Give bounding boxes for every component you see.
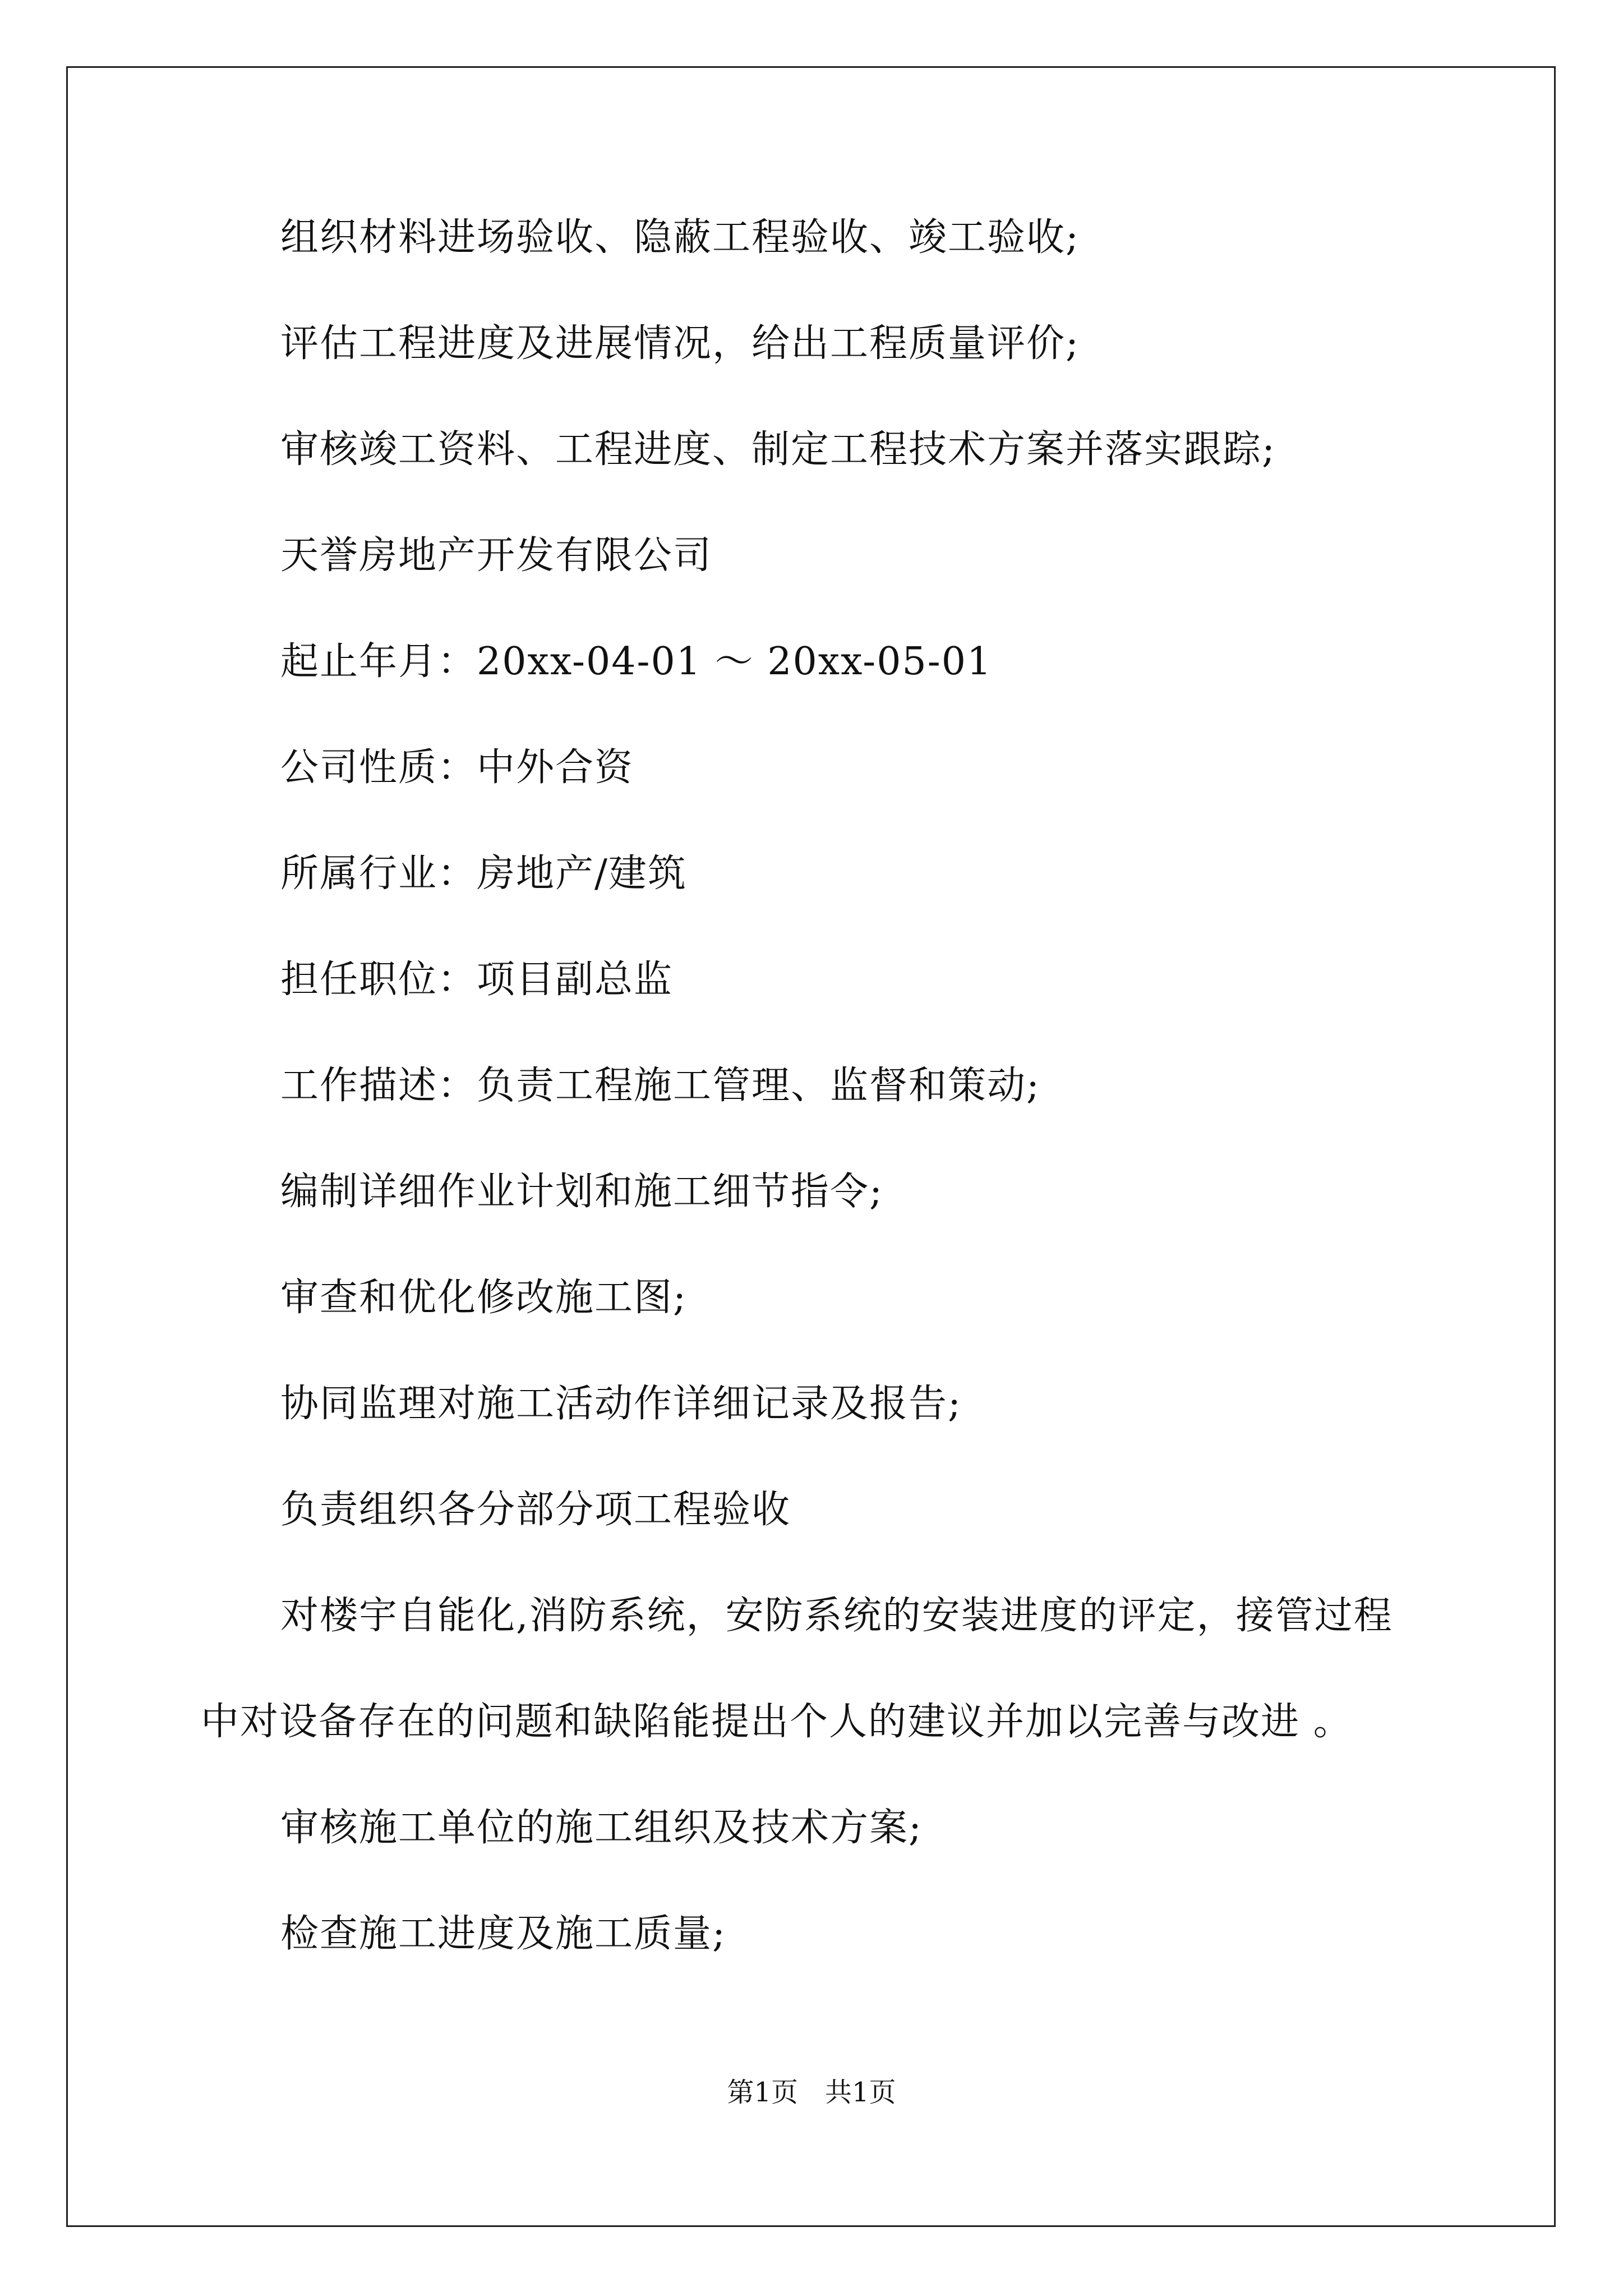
wrapped-paragraph-line-1: 对楼宇自能化,消防系统，安防系统的安装进度的评定，接管过程: [280, 1594, 1393, 1638]
company-name: 天誉房地产开发有限公司: [280, 533, 713, 578]
paragraph: 负责组织各分部分项工程验收: [280, 1488, 791, 1532]
paragraph: 审核施工单位的施工组织及技术方案;: [280, 1806, 923, 1850]
wrapped-paragraph: [201, 1594, 1435, 1744]
paragraph: 评估工程进度及进展情况，给出工程质量评价;: [280, 321, 1080, 366]
paragraph: 编制详细作业计划和施工细节指令;: [280, 1170, 883, 1214]
wrapped-paragraph-line-2: 中对设备存在的问题和缺陷能提出个人的建议并加以完善与改进 。: [201, 1700, 1353, 1744]
job-title: 担任职位：项目副总监: [280, 958, 674, 1002]
company-type: 公司性质：中外合资: [280, 746, 634, 790]
page-footer: 第1页 共1页: [727, 2077, 896, 2108]
paragraph: 组织材料进场验收、隐蔽工程验收、竣工验收;: [280, 215, 1080, 260]
document-body: [201, 215, 1435, 2021]
employment-period: 起止年月：20xx-04-01 ～ 20xx-05-01: [280, 639, 993, 684]
job-description: 工作描述：负责工程施工管理、监督和策动;: [280, 1064, 1040, 1108]
paragraph: 协同监理对施工活动作详细记录及报告;: [280, 1382, 962, 1426]
paragraph: 检查施工进度及施工质量;: [280, 1912, 726, 1956]
paragraph: 审核竣工资料、工程进度、制定工程技术方案并落实跟踪;: [280, 427, 1276, 472]
industry: 所属行业：房地产/建筑: [280, 852, 687, 896]
paragraph: 审查和优化修改施工图;: [280, 1276, 687, 1320]
